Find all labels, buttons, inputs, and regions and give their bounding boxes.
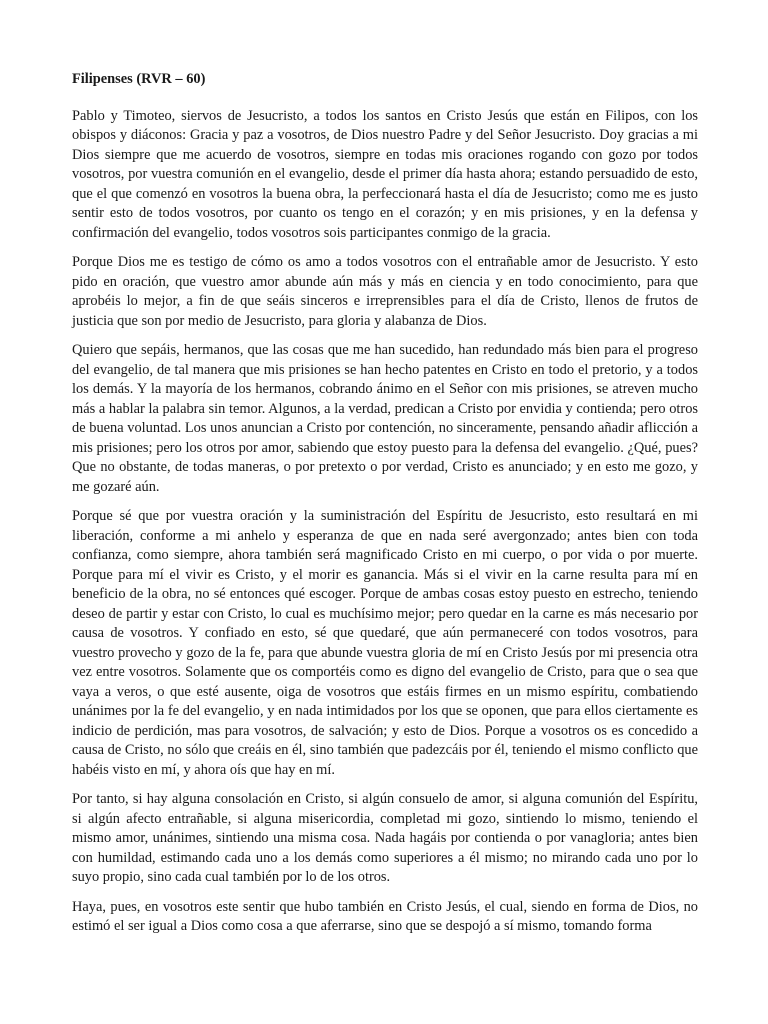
document-title: Filipenses (RVR – 60) [72, 71, 206, 87]
paragraph-4: Porque sé que por vuestra oración y la suministración del Espíritu de Jesucristo, esto resultará en mi liberación, conforme a mi anhelo y esperanza de que en nada seré avergonzado; antes bien con toda confianza, como siempre, ahora también será magnificado Cristo en mi cuerpo, o por vida o por muerte. Porque para mí el vivir es Cristo, y el morir es ganancia. Más si el vivir en la carne resulta para mí en beneficio de la obra, no sé entonces qué escoger. Porque de ambas cosas estoy puesto en estrecho, teniendo deseo de partir y estar con Cristo, lo cual es muchísimo mejor; pero quedar en la carne es más necesario por causa de vosotros. Y confiado en esto, sé que quedaré, que aún permaneceré con todos vosotros, para vuestro provecho y gozo de la fe, para que abunde vuestra gloria de mí en Cristo Jesús por mi presencia otra vez entre vosotros. Solamente que os comportéis como es digno del evangelio de Cristo, para que o sea que vaya a veros, o que esté ausente, oiga de vosotros que estáis firmes en un mismo espíritu, combatiendo unánimes por la fe del evangelio, y en nada intimidados por los que se oponen, que para ellos ciertamente es indicio de perdición, mas para vosotros, de salvación; y esto de Dios. Porque a vosotros os es concedido a causa de Cristo, no sólo que creáis en él, sino también que padezcáis por él, teniendo el mismo conflicto que habéis visto en mí, y ahora oís que hay en mí. [72, 508, 698, 778]
paragraph-3: Quiero que sepáis, hermanos, que las cosas que me han sucedido, han redundado más bien para el progreso del evangelio, de tal manera que mis prisiones se han hecho patentes en Cristo en todo el pretorio, y a todos los demás. Y la mayoría de los hermanos, cobrando ánimo en el Señor con mis prisiones, se atreven mucho más a hablar la palabra sin temor. Algunos, a la verdad, predican a Cristo por envidia y contienda; pero otros de buena voluntad. Los unos anuncian a Cristo por contención, no sinceramente, pensando añadir aflicción a mis prisiones; pero los otros por amor, sabiendo que estoy puesto para la defensa del evangelio. ¿Qué, pues? Que no obstante, de todas maneras, o por pretexto o por verdad, Cristo es anunciado; y en esto me gozo, y me gozaré aún. [72, 342, 698, 495]
paragraph-2: Porque Dios me es testigo de cómo os amo a todos vosotros con el entrañable amor de Jesucristo. Y esto pido en oración, que vuestro amor abunde aún más y más en ciencia y en todo conocimiento, para que aprobéis lo mejor, a fin de que seáis sinceros e irreprensibles para el día de Cristo, llenos de frutos de justicia que son por medio de Jesucristo, para gloria y alabanza de Dios. [72, 254, 698, 329]
paragraph-5: Por tanto, si hay alguna consolación en Cristo, si algún consuelo de amor, si alguna comunión del Espíritu, si algún afecto entrañable, si alguna misericordia, completad mi gozo, sintiendo lo mismo, teniendo el mismo amor, unánimes, sintiendo una misma cosa. Nada hagáis por contienda o por vanagloria; antes bien con humildad, estimando cada uno a los demás como superiores a él mismo; no mirando cada uno por lo suyo propio, sino cada cual también por lo de los otros. [72, 791, 698, 885]
paragraph-6: Haya, pues, en vosotros este sentir que hubo también en Cristo Jesús, el cual, siendo en forma de Dios, no estimó el ser igual a Dios como cosa a que aferrarse, sino que se despojó a sí mismo, tomando forma [72, 898, 698, 934]
paragraph-1: Pablo y Timoteo, siervos de Jesucristo, a todos los santos en Cristo Jesús que están en Filipos, con los obispos y diáconos: Gracia y paz a vosotros, de Dios nuestro Padre y del Señor Jesucristo. Doy gracias a mi Dios siempre que me acuerdo de vosotros, siempre en todas mis oraciones rogando con gozo por todos vosotros, por vuestra comunión en el evangelio, desde el primer día hasta ahora; estando persuadido de esto, que el que comenzó en vosotros la buena obra, la perfeccionará hasta el día de Jesucristo; como me es justo sentir esto de todos vosotros, por cuanto os tengo en el corazón; y en mis prisiones, y en la defensa y confirmación del evangelio, todos vosotros sois participantes conmigo de la gracia. [72, 107, 698, 241]
document-page [72, 70, 698, 947]
